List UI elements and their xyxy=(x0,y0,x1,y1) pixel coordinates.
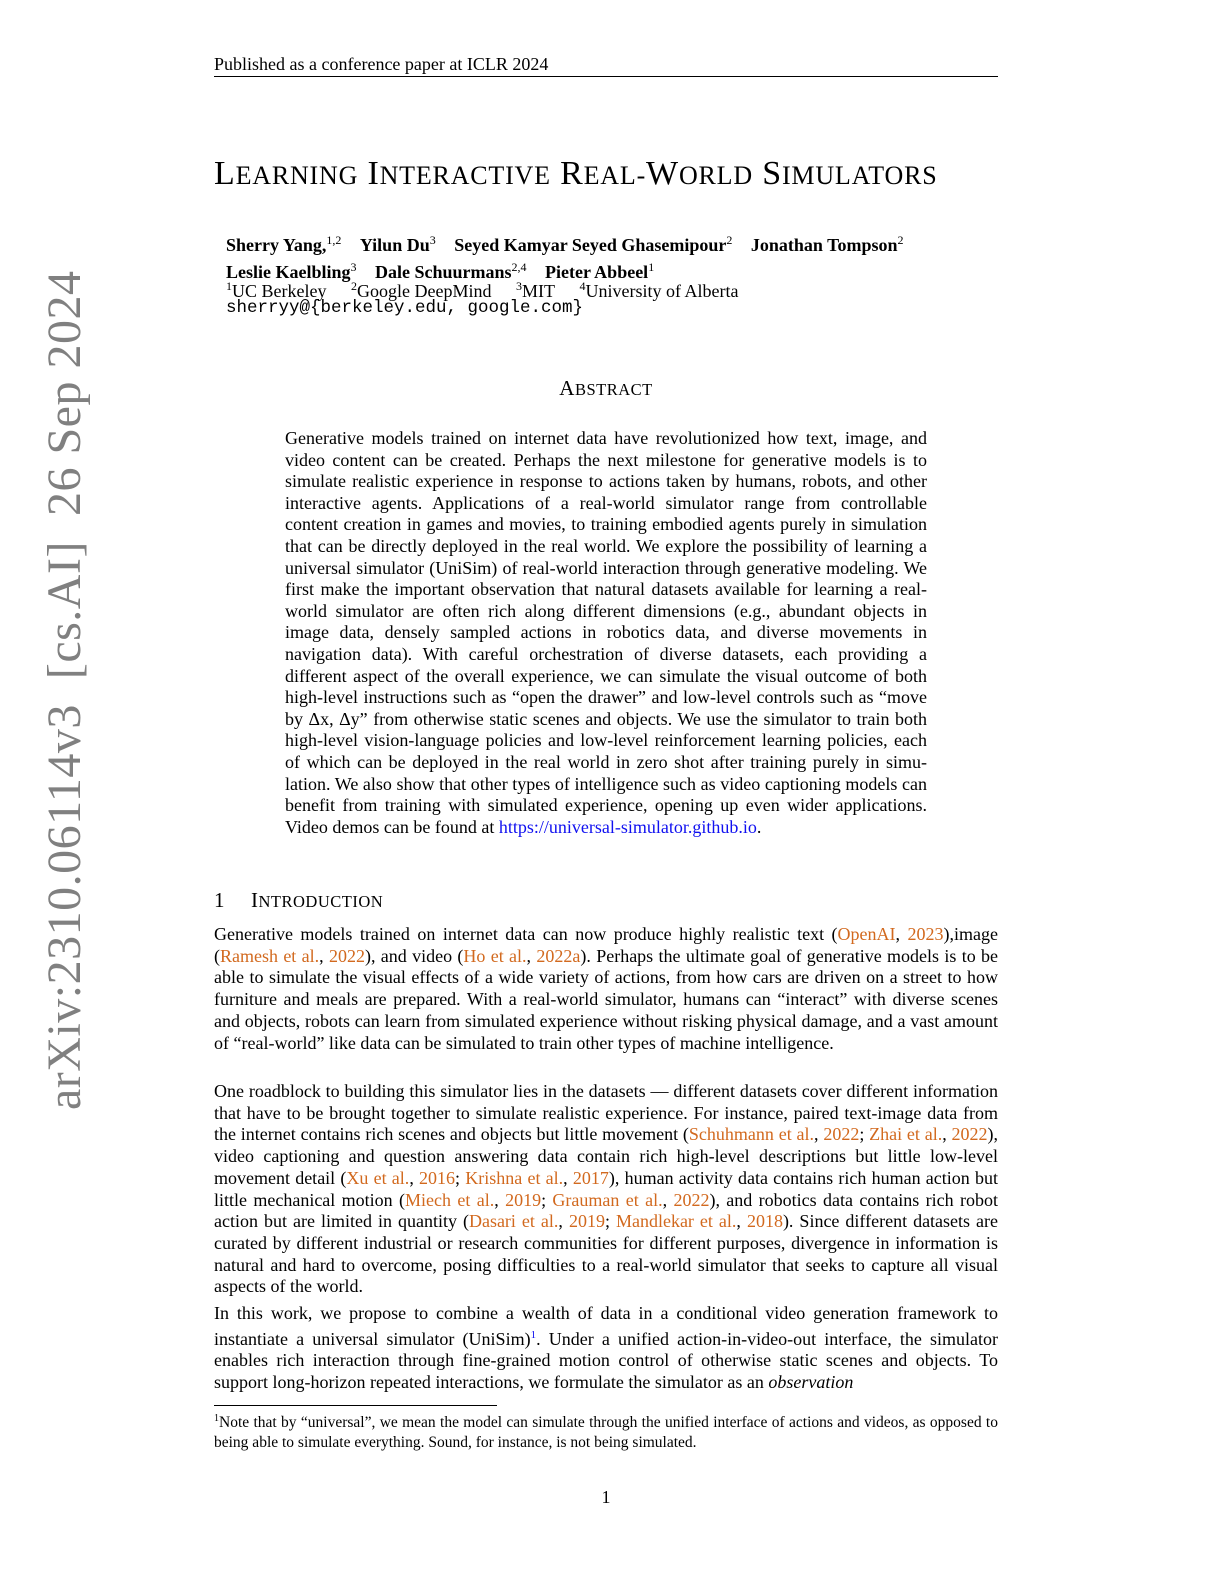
author: Jonathan Tompson$^2$ xyxy=(750,233,904,255)
page-number: 1 xyxy=(601,1487,611,1507)
author: Yilun Du$^3$ xyxy=(359,233,436,255)
citation-link[interactable]: Ho et al. xyxy=(463,945,527,966)
author: Pieter Abbeel$^1$ xyxy=(545,260,655,282)
citation-link[interactable]: Xu et al. xyxy=(346,1167,410,1188)
affiliations: $^1$UC Berkeley $^2$Google DeepMind $^3$MIT $^4$University of Alberta xyxy=(226,279,739,301)
citation-link[interactable]: Zhai et al. xyxy=(869,1124,943,1145)
abstract-body: Generative models trained on internet data have revolutionized how text, image, and video content can be created. Perhaps the next milestone for generative models is to simulate realistic experience in response to actions taken by humans, robots, and other interactive agents. Applications of a real-world simulator range from controllable content creation in games and movies, to training embodied agents purely in simulation that can be directly deployed in the real world. We explore the possibility of learning a universal simulator (UniSim) of real-world interaction through generative modeling. We first make the important observation that natural datasets available for learning a real-world simulator are often rich along different dimensions (e.g., abundant objects in image data, densely sampled actions in robotics data, and diverse movements in navigation data). With careful orchestration of diverse datasets, each providing a different aspect of the overall experience, we can simulate the visual outcome of both high-level instructions such as “open the drawer” and low-level controls such as “move by Δx, Δy” from otherwise static scenes and objects. We use the simulator to train both high-level vision-language policies and low-level reinforcement learning policies, each of which can be deployed in the real world in zero shot after training purely in simulation. We also show that other types of intelligence such as video captioning models can benefit from training with simulated experience, opening up even wider applications. Video demos can be found at https://universal-simulator.github.io. xyxy=(285,428,927,837)
paper-title: LEARNING INTERACTIVE REAL-WORLD SIMULATORS xyxy=(214,155,938,192)
citation-link[interactable]: 2019 xyxy=(568,1211,605,1232)
citation-link[interactable]: 2022 xyxy=(673,1189,710,1210)
section-heading-introduction: 1 INTRODUCTION xyxy=(214,888,384,912)
citation-link[interactable]: 2023 xyxy=(907,924,944,944)
citation-link[interactable]: Mandlekar et al. xyxy=(615,1211,737,1232)
author: Leslie Kaelbling$^3$ xyxy=(226,260,357,282)
citation-link[interactable]: Schuhmann et al. xyxy=(688,1124,814,1145)
citation-link[interactable]: 2022a xyxy=(536,945,581,966)
citation-link[interactable]: 2022 xyxy=(328,945,365,966)
intro-paragraph-1: Generative models trained on internet data can now produce highly realistic text (OpenAI, 2023),image (Ramesh et al., 2022), and video (Ho et al., 2022a). Perhaps the ultimate goal of generative models is to be able to simulate the visual effects of a wide variety of actions, from how cars are driven on a street to how furniture and meals are prepared. With a real-world simulator, humans can “interact” with diverse scenes and objects, robots can learn from simulated experience without risking physical damage, and a vast amount of “real-world” like data can be simulated to train other types of machine intelligence. xyxy=(214,924,999,1053)
demo-link[interactable]: https://universal-simulator.github.io xyxy=(498,816,757,837)
citation-link[interactable]: OpenAI xyxy=(837,924,896,944)
citation-link[interactable]: 2022 xyxy=(951,1124,988,1145)
footnote: $^1$Note that by “universal”, we mean the model can simulate through the unified interface of actions and videos, as opposed to being able to simulate everything. Sound, for instance, is not being simulated. xyxy=(214,1413,998,1452)
intro-paragraph-2: One roadblock to building this simulator lies in the datasets — different datasets cover different information that have to be brought together to simulate realistic experience. For instance, paired text-image data from the internet contains rich scenes and objects but little movement (Schuhmann et al., 2022; Zhai et al., 2022), video captioning and question answering data contain rich high-level descriptions but little low-level movement detail (Xu et al., 2016; Krishna et al., 2017), human activity data contains rich human action but little mechanical motion (Miech et al., 2019; Grauman et al., 2022), and robotics data contains rich robot action but are limited in quantity (Dasari et al., 2019; Mandlekar et al., 2018). Since different datasets are curated by different industrial or research communities for different purposes, divergence in information is natural and hard to overcome, posing difficulties to a real-world simulator that seeks to capture all visual aspects of the world. xyxy=(214,1081,999,1297)
citation-link[interactable]: Ramesh et al. xyxy=(220,945,320,966)
running-header: Published as a conference paper at ICLR 2024 xyxy=(214,53,998,77)
author: Seyed Kamyar Seyed Ghasemipour$^2$ xyxy=(454,233,733,255)
citation-link[interactable]: Grauman et al. xyxy=(552,1189,663,1210)
author: Sherry Yang,$^{1,2}$ xyxy=(226,233,342,255)
citation-link[interactable]: 2019 xyxy=(505,1189,542,1210)
author-email: sherryy@{berkeley.edu, google.com} xyxy=(226,298,584,318)
intro-paragraph-3: In this work, we propose to combine a wealth of data in a conditional video generation framework to instantiate a universal simulator (UniSim)$^1$. Under a unified action-in-video-out interface, the simulator enables rich interaction through fine-grained motion control of otherwise static scenes and objects. To support long-horizon repeated interactions, we formulate the simulator as an observation xyxy=(214,1303,998,1393)
footnote-divider xyxy=(214,1405,497,1406)
citation-link[interactable]: Miech et al. xyxy=(405,1189,495,1210)
citation-link[interactable]: 2017 xyxy=(572,1167,609,1188)
citation-link[interactable]: Krishna et al. xyxy=(465,1167,564,1188)
citation-link[interactable]: 2018 xyxy=(746,1211,783,1232)
citation-link[interactable]: 2016 xyxy=(419,1167,456,1188)
citation-link[interactable]: Dasari et al. xyxy=(468,1211,559,1232)
author: Dale Schuurmans$^{2,4}$ xyxy=(375,260,527,282)
abstract-heading: ABSTRACT xyxy=(559,376,653,400)
footnote-marker[interactable]: 1 xyxy=(530,1328,537,1341)
citation-link[interactable]: 2022 xyxy=(823,1124,860,1145)
arxiv-stamp: arXiv:2310.06114v3 [cs.AI] 26 Sep 2024 xyxy=(38,270,91,1110)
